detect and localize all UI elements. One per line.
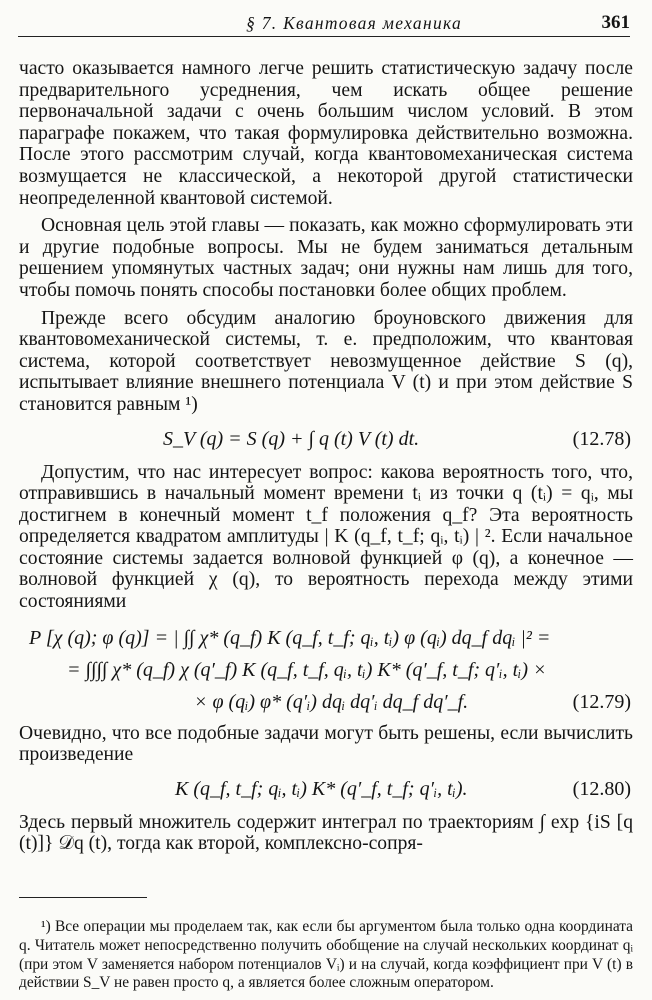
equation-12-79-line-1	[19, 621, 633, 653]
page-number: 361	[601, 12, 630, 33]
footnote: ¹) Все операции мы проделаем так, как если бы аргументом была только одна координата q. Читатель может непосредственно получить обобщение на случай нескольких координат qᵢ (при этом V заменяется набором потенциалов Vᵢ) и на случай, когда коэффициент при V (t) в действии S_V не равен просто q, а является более сложным оператором.	[19, 918, 633, 992]
equation-number-12-78: (12.78)	[572, 427, 631, 450]
equation-12-80	[19, 772, 633, 808]
equation-number-12-79: (12.79)	[572, 690, 631, 713]
paragraph-2: Основная цель этой главы — показать, как можно сформулировать эти и другие подобные вопросы. Мы не будем заниматься детальным решением упомянутых частных задач; они нужны нам лишь для того, чтобы помочь понять способы постановки более общих проблем.	[19, 215, 633, 301]
running-title: § 7. Квантовая механика	[246, 13, 463, 33]
paragraph-3: Прежде всего обсудим аналогию броуновского движения для квантовомеханической системы, т. е. предположим, что квантовая система, которой соответствует невозмущенное действие S (q), испытывает влияние внешнего потенциала V (t) и при этом действие S становится равным ¹)	[19, 307, 633, 415]
equation-12-78-body: S_V (q) = S (q) + ∫ q (t) V (t) dt.	[163, 427, 420, 450]
equation-12-79-part-2: = ∫∫∫∫ χ* (q_f) χ (q′_f) K (q_f, t_f, qᵢ, tᵢ) K* (q′_f, t_f; q′ᵢ, tᵢ) ×	[67, 658, 547, 681]
equation-12-79-line-2	[19, 653, 633, 685]
equation-12-79-part-1: P [χ (q); φ (q)] = | ∫∫ χ* (q_f) K (q_f, t_f; qᵢ, tᵢ) φ (qᵢ) dq_f dqᵢ |² =	[29, 626, 551, 649]
equation-12-79-line-3	[19, 685, 633, 717]
paragraph-6: Здесь первый множитель содержит интеграл по траекториям ∫ exp {iS [q (t)]} 𝒟q (t), тогда как второй, комплексно-сопря-	[19, 811, 633, 855]
running-header	[18, 10, 630, 37]
paragraph-4: Допустим, что нас интересует вопрос: какова вероятность того, что, отправившись в начальный момент времени tᵢ из точки q (tᵢ) = qᵢ, мы достигнем в конечный момент t_f положения q_f? Эта вероятность определяется квадратом амплитуды | K (q_f, t_f; qᵢ, tᵢ) | ². Если начальное состояние системы задается волновой функцией φ (q), а конечное — волновой функцией χ (q), то вероятность перехода между этими состояниями	[19, 461, 633, 613]
main-text	[19, 58, 633, 855]
paragraph-5: Очевидно, что все подобные задачи могут быть решены, если вычислить произведение	[19, 722, 633, 766]
equation-12-79-part-3: × φ (qᵢ) φ* (q′ᵢ) dqᵢ dq′ᵢ dq_f dq′_f.	[194, 690, 469, 713]
equation-12-78	[19, 422, 633, 458]
equation-number-12-80: (12.80)	[572, 777, 631, 800]
equation-12-80-body: K (q_f, t_f; qᵢ, tᵢ) K* (q′_f, t_f; q′ᵢ, tᵢ).	[175, 777, 468, 800]
paragraph-1: часто оказывается намного легче решить статистическую задачу после предварительного усреднения, чем искать общее решение первоначальной задачи с очень большим числом условий. В этом параграфе покажем, что такая формулировка действительно возможна. После этого рассмотрим случай, когда квантовомеханическая система возмущается не классической, а некоторой другой статистически неопределенной квантовой системой.	[19, 58, 633, 209]
footnote-divider	[19, 897, 147, 898]
